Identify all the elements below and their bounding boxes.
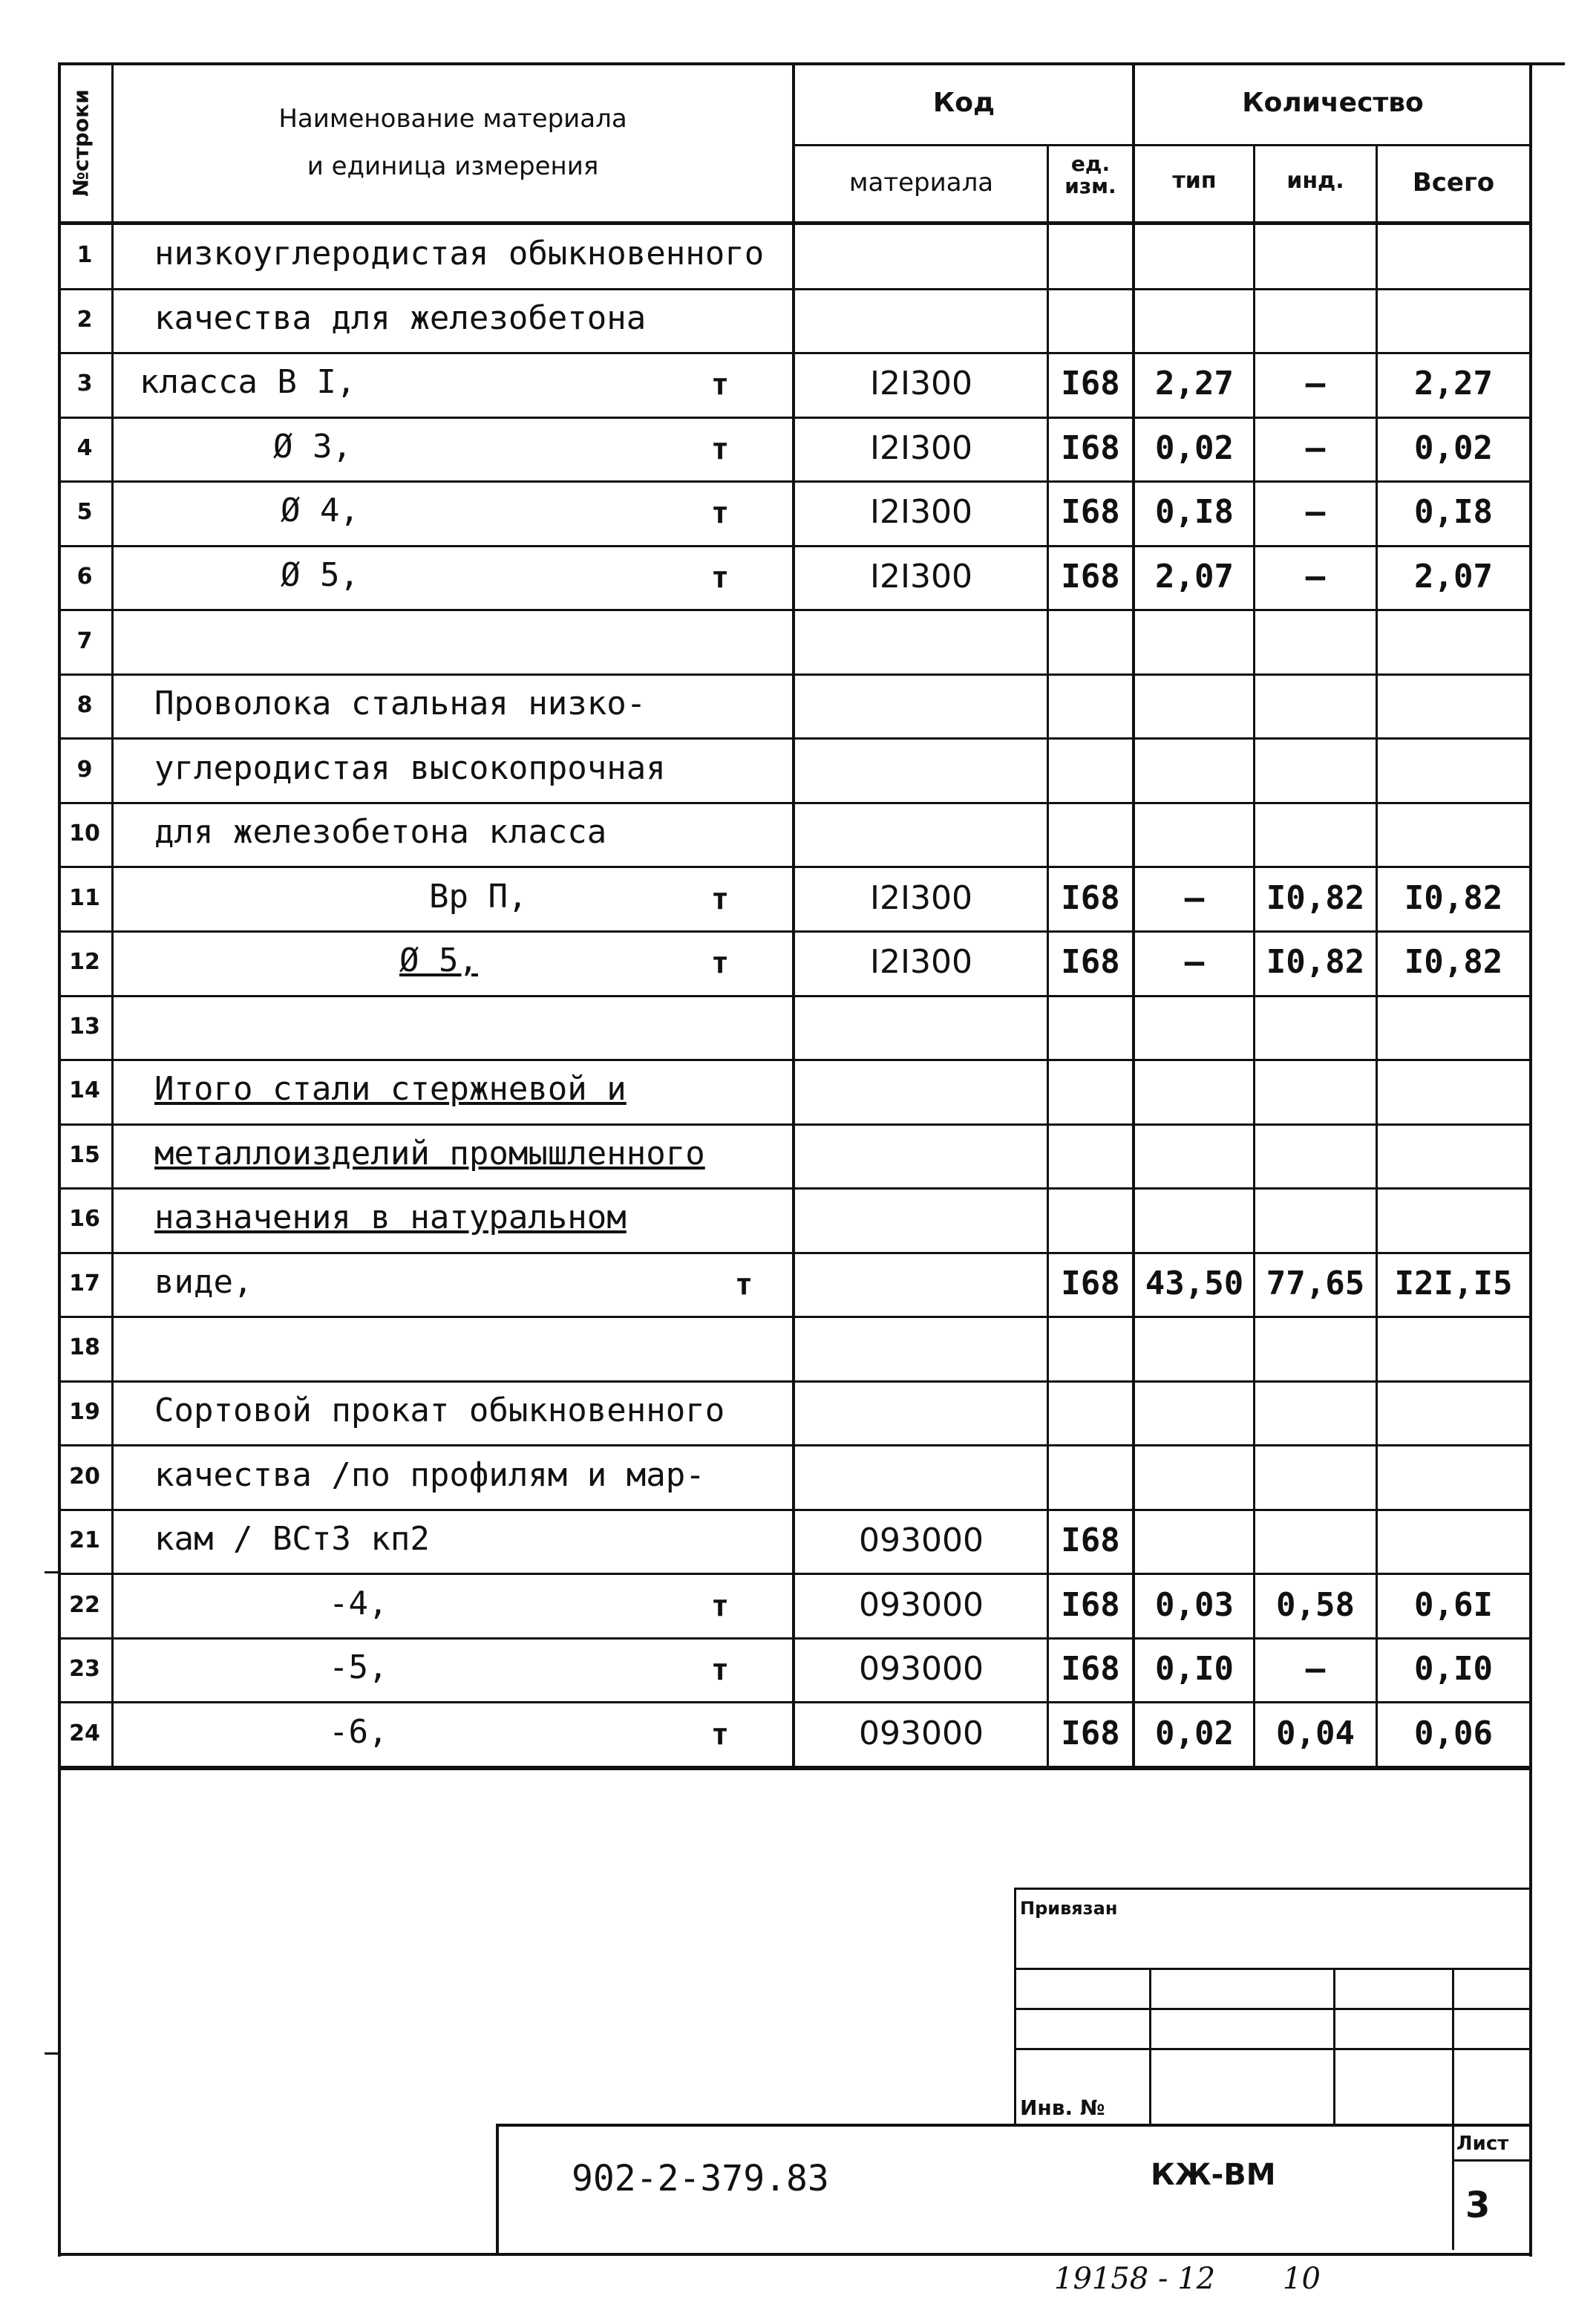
- row-number: 1: [76, 242, 93, 268]
- row-divider: [58, 1316, 1531, 1318]
- row-typ: 43,50: [1145, 1265, 1244, 1302]
- row-name: Ø 4,: [281, 492, 359, 529]
- document-code: 902-2-379.83: [572, 2158, 829, 2199]
- header-qty-ind: инд.: [1286, 168, 1344, 194]
- row-eu: I68: [1061, 429, 1120, 467]
- header-name-line1: Наименование материала: [278, 104, 627, 134]
- row-number: 24: [69, 1720, 100, 1746]
- row-code: 093000: [859, 1715, 984, 1752]
- row-ind: –: [1305, 493, 1326, 531]
- row-unit: т: [711, 368, 730, 402]
- stamp-top: [1014, 1888, 1531, 1890]
- row-typ: 0,02: [1155, 429, 1234, 467]
- row-eu: I68: [1061, 1521, 1120, 1559]
- row-typ: 0,I8: [1155, 493, 1234, 531]
- row-ind: –: [1305, 365, 1326, 402]
- table-border-left: [58, 62, 61, 2257]
- row-unit: т: [711, 1589, 730, 1623]
- row-divider: [58, 1637, 1531, 1640]
- row-code: I2I300: [870, 558, 972, 596]
- stamp-left: [1014, 1888, 1016, 2124]
- row-divider: [58, 1252, 1531, 1254]
- row-eu: I68: [1061, 879, 1120, 917]
- row-number: 9: [76, 757, 93, 783]
- header-name-line2: и единица измерения: [307, 151, 599, 181]
- row-divider: [58, 352, 1531, 354]
- row-number: 10: [69, 821, 100, 847]
- row-total: 0,I8: [1414, 493, 1493, 531]
- table-border-top: [58, 62, 1565, 65]
- row-number: 16: [69, 1206, 100, 1232]
- row-unit: т: [711, 1718, 730, 1752]
- row-unit: т: [735, 1268, 753, 1302]
- stamp-v2: [1333, 1968, 1335, 2124]
- row-divider: [58, 1059, 1531, 1061]
- row-eu: I68: [1061, 943, 1120, 981]
- row-unit: т: [711, 882, 730, 916]
- row-name: металлоизделий промышленного: [154, 1135, 705, 1172]
- inv-no-label: Инв. №: [1020, 2095, 1105, 2120]
- row-code: I2I300: [870, 429, 972, 467]
- row-name: Вр П,: [429, 878, 528, 916]
- row-number: 22: [69, 1592, 100, 1618]
- row-divider: [58, 1187, 1531, 1190]
- row-number: 18: [69, 1334, 100, 1360]
- row-eu: I68: [1061, 365, 1120, 402]
- row-unit: т: [711, 432, 730, 466]
- row-divider: [58, 1573, 1531, 1575]
- row-number: 14: [69, 1077, 100, 1103]
- header-bottom: [58, 221, 1531, 225]
- row-divider: [58, 288, 1531, 290]
- row-divider: [58, 609, 1531, 611]
- row-eu: I68: [1061, 1265, 1120, 1302]
- archive-sheet: 10: [1283, 2262, 1321, 2296]
- row-total: 0,6I: [1414, 1586, 1493, 1624]
- header-quantity: Количество: [1242, 88, 1424, 118]
- row-number: 19: [69, 1399, 100, 1425]
- row-total: 2,27: [1414, 365, 1493, 402]
- privyazan-label: Привязан: [1020, 1898, 1118, 1919]
- row-typ: –: [1184, 879, 1205, 917]
- row-ind: 0,04: [1276, 1715, 1355, 1752]
- header-code-unit-text: ед. изм.: [1064, 151, 1116, 198]
- row-name: -6,: [329, 1713, 388, 1751]
- row-total: I0,82: [1404, 879, 1503, 917]
- row-divider: [58, 545, 1531, 547]
- row-name: кам / ВСт3 кп2: [154, 1520, 430, 1558]
- row-divider: [58, 1123, 1531, 1126]
- col-divider-rownum: [111, 62, 114, 1770]
- row-divider: [58, 480, 1531, 483]
- archive-number: 19158 - 12: [1054, 2262, 1216, 2296]
- row-number: 21: [69, 1527, 100, 1553]
- row-typ: 2,27: [1155, 365, 1234, 402]
- header-code-material: материала: [848, 168, 994, 198]
- row-total: 0,I0: [1414, 1650, 1493, 1688]
- row-code: I2I300: [870, 943, 972, 981]
- row-number: 20: [69, 1464, 100, 1490]
- row-divider: [58, 1509, 1531, 1511]
- row-divider: [58, 930, 1531, 933]
- row-name: Проволока стальная низко-: [154, 685, 647, 722]
- row-name: -4,: [329, 1585, 388, 1622]
- row-divider: [58, 1380, 1531, 1383]
- row-number: 5: [76, 499, 93, 525]
- row-eu: I68: [1061, 1715, 1120, 1752]
- row-typ: 2,07: [1155, 558, 1234, 596]
- row-eu: I68: [1061, 1650, 1120, 1688]
- row-typ: 0,03: [1155, 1586, 1234, 1624]
- row-unit: т: [711, 946, 730, 980]
- row-number: 11: [69, 885, 100, 911]
- row-name: Ø 5,: [281, 556, 359, 594]
- row-ind: I0,82: [1266, 879, 1365, 917]
- row-ind: 0,58: [1276, 1586, 1355, 1624]
- row-number: 17: [69, 1270, 100, 1296]
- row-divider: [58, 1766, 1531, 1768]
- row-number: 13: [69, 1014, 100, 1040]
- row-number: 8: [76, 692, 93, 718]
- sheet-label: Лист: [1456, 2133, 1509, 2155]
- document-mark: КЖ-ВМ: [1151, 2158, 1276, 2192]
- row-unit: т: [711, 496, 730, 530]
- row-divider: [58, 673, 1531, 676]
- row-name: низкоуглеродистая обыкновенного: [154, 235, 765, 273]
- margin-mark-1: [45, 1571, 61, 1573]
- page-bottom: [58, 2253, 1532, 2256]
- sheet-divider: [1452, 2159, 1531, 2162]
- row-code: I2I300: [870, 493, 972, 531]
- title-top: [496, 2124, 1531, 2127]
- row-eu: I68: [1061, 558, 1120, 596]
- margin-mark-2: [45, 2052, 61, 2055]
- row-name: виде,: [154, 1263, 253, 1301]
- row-total: I2I,I5: [1394, 1265, 1513, 1302]
- row-number: 3: [76, 371, 93, 397]
- row-number: 7: [76, 628, 93, 654]
- row-typ: 0,02: [1155, 1715, 1234, 1752]
- row-name: качества для железобетона: [154, 299, 647, 337]
- row-eu: I68: [1061, 493, 1120, 531]
- row-unit: т: [711, 561, 730, 595]
- row-number: 23: [69, 1656, 100, 1682]
- row-total: 2,07: [1414, 558, 1493, 596]
- row-total: 0,02: [1414, 429, 1493, 467]
- row-ind: I0,82: [1266, 943, 1365, 981]
- row-name: класса В I,: [140, 363, 356, 401]
- row-typ: –: [1184, 943, 1205, 981]
- row-ind: –: [1305, 1650, 1326, 1688]
- row-divider: [58, 1444, 1531, 1446]
- row-number: 6: [76, 564, 93, 590]
- row-name: Итого стали стержневой и: [154, 1070, 627, 1108]
- row-divider: [58, 802, 1531, 804]
- row-number: 2: [76, 307, 93, 333]
- row-code: 093000: [859, 1650, 984, 1688]
- row-divider: [58, 995, 1531, 997]
- sheet-number: 3: [1465, 2185, 1491, 2226]
- row-divider: [58, 866, 1531, 868]
- row-name: для железобетона класса: [154, 813, 607, 851]
- stamp-v3: [1452, 1968, 1454, 2250]
- row-total: 0,06: [1414, 1715, 1493, 1752]
- row-code: I2I300: [870, 365, 972, 402]
- row-ind: –: [1305, 558, 1326, 596]
- header-code: Код: [932, 88, 995, 118]
- row-number: 12: [69, 949, 100, 975]
- row-name: Ø 3,: [273, 428, 352, 466]
- row-eu: I68: [1061, 1586, 1120, 1624]
- row-divider: [58, 417, 1531, 419]
- table-border-right: [1529, 62, 1532, 2257]
- title-left: [496, 2124, 499, 2256]
- row-ind: –: [1305, 429, 1326, 467]
- row-name: Ø 5,: [399, 942, 478, 979]
- header-qty-type: тип: [1172, 168, 1217, 194]
- row-divider: [58, 1701, 1531, 1703]
- row-divider: [58, 737, 1531, 740]
- header-qty-total: Всего: [1412, 168, 1495, 198]
- row-number: 4: [76, 435, 93, 461]
- row-code: I2I300: [870, 879, 972, 917]
- row-unit: т: [711, 1653, 730, 1687]
- stamp-v1: [1149, 1968, 1151, 2124]
- row-number: 15: [69, 1142, 100, 1168]
- row-code: 093000: [859, 1586, 984, 1624]
- row-typ: 0,I0: [1155, 1650, 1234, 1688]
- row-name: -5,: [329, 1648, 388, 1686]
- header-row-number: №строки: [68, 89, 94, 197]
- row-ind: 77,65: [1266, 1265, 1365, 1302]
- header-code-unit: [1049, 153, 1132, 198]
- row-name: углеродистая высокопрочная: [154, 749, 666, 787]
- header-subdivider: [792, 144, 1531, 146]
- row-name: качества /по профилям и мар-: [154, 1456, 705, 1494]
- row-name: Сортовой прокат обыкновенного: [154, 1392, 725, 1429]
- row-name: назначения в натуральном: [154, 1198, 627, 1236]
- row-code: 093000: [859, 1521, 984, 1559]
- row-total: I0,82: [1404, 943, 1503, 981]
